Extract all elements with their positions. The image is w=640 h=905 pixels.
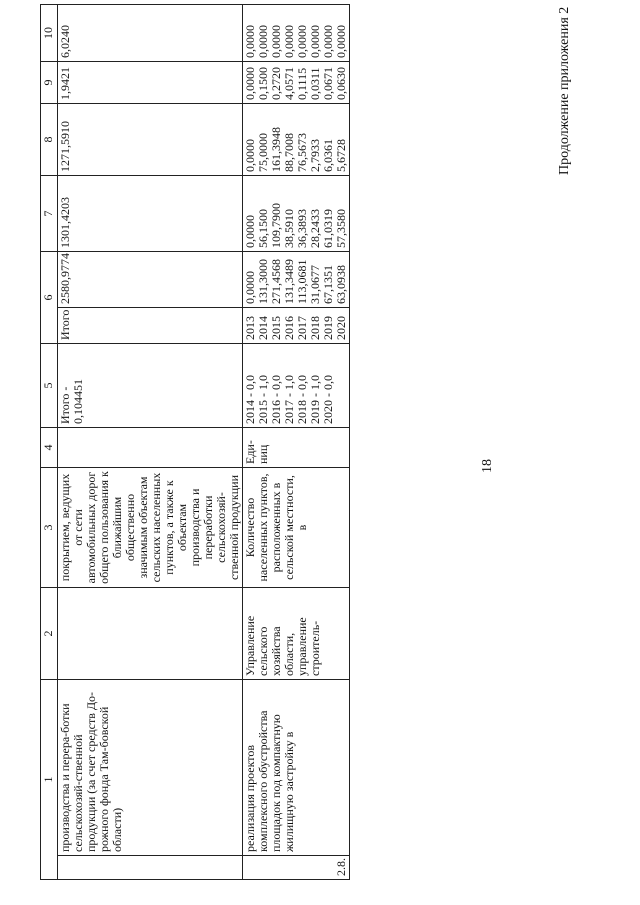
row-number-cell: 2.8.	[243, 856, 350, 880]
target-values-cell: 2014 - 0,0 2015 - 1,0 2016 - 0,0 2017 - 1,0 2018 - 0,0 2019 - 1,0 2020 - 0,0	[243, 344, 350, 428]
col-header-8: 8	[41, 104, 58, 176]
col-header-5: 5	[41, 344, 58, 428]
total-values-cell: 0,0000 131,3000 271,4568 131,3489 113,0681 31,0677 67,1351 63,0938	[243, 252, 350, 308]
column-number-row	[41, 5, 58, 880]
appendix-continuation-note: Продолжение приложения 2	[557, 6, 572, 175]
total-cell: 2580,9774	[58, 252, 243, 308]
regional-cell: 1271,5910	[58, 104, 243, 176]
regional-values-cell: 0,0000 75,0000 161,3948 88,7008 76,5673 2,7933 6,0361 5,6728	[243, 104, 350, 176]
col-header-10: 10	[41, 5, 58, 62]
col-header-6: 6	[41, 252, 58, 344]
col-header-2: 2	[41, 588, 58, 680]
years-cell: 2013 2014 2015 2016 2017 2018 2019 2020	[243, 308, 350, 344]
indicator-cell: Количество населенных пунктов, расположенных в сельской местности, в	[243, 468, 350, 588]
local-values-cell: 0,0000 0,1500 0,2720 4,0571 0,1115 0,0311 0,0671 0,0630	[243, 62, 350, 104]
indicator-cell: покрытием, ведущих от сети автомобильных дорог общего пользования к ближайшим общественно значимым объектам сельских населенных пунктов, а также к объектам производства и переработки сельскохозяй-ственной продукции	[58, 468, 243, 588]
table-row-continued	[58, 5, 243, 880]
row-number-cell	[58, 856, 243, 880]
other-values-cell: 0,0000 0,0000 0,0000 0,0000 0,0000 0,0000 0,0000 0,0000	[243, 5, 350, 62]
unit-cell	[58, 428, 243, 468]
col-header-9: 9	[41, 62, 58, 104]
federal-cell: 1301,4203	[58, 176, 243, 252]
col-header-7: 7	[41, 176, 58, 252]
table-row-2-8	[243, 5, 350, 880]
target-cell: Итого - 0,104451	[58, 344, 243, 428]
local-cell: 1,9421	[58, 62, 243, 104]
executor-cell	[58, 588, 243, 680]
measure-name-cell: производства и перера-ботки сельскохозяй-ственной продукции (за счет средств До-рожного фонда Там-бовской области)	[58, 680, 243, 856]
years-total-label: Итого	[58, 308, 243, 344]
page-number: 18	[480, 459, 495, 473]
other-cell: 6,0240	[58, 5, 243, 62]
measure-name-cell: реализация проектов комплексного обустройства площадок под компактную жилищную застройку в	[243, 680, 350, 856]
program-table	[40, 4, 350, 880]
federal-values-cell: 0,0000 56,1500 109,7900 38,5910 36,3893 28,2433 61,0319 57,3580	[243, 176, 350, 252]
col-header-3: 3	[41, 468, 58, 588]
unit-cell: Еди-ниц	[243, 428, 350, 468]
col-header-4: 4	[41, 428, 58, 468]
col-header-1: 1	[41, 680, 58, 880]
executor-cell: Управление сельского хозяйства области, управление строитель-	[243, 588, 350, 680]
